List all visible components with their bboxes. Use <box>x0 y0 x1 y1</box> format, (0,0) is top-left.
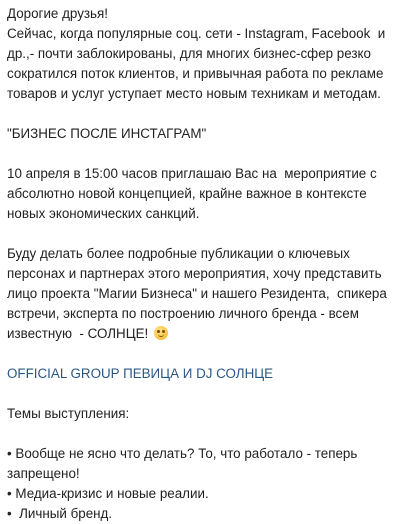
spacer <box>7 144 402 164</box>
announcement-text: Буду делать более подробные публикации о ключевых персонах и партнерах этого мероприятия, хочу представить лицо проекта "Магии Бизнеса" и нашего Резидента, спикера встречи, эксперта по построению личного бренда - всем известную - СОЛНЦЕ! <box>7 246 391 341</box>
group-link-line <box>7 364 402 384</box>
topic-item: • Вообще не ясно что делать? То, что работало - теперь запрещено! <box>7 446 362 481</box>
invitation-paragraph: 10 апреля в 15:00 часов приглашаю Вас на мероприятие с абсолютно новой концепцией, крайне важное в контексте новых экономических санкций. <box>7 166 381 221</box>
spacer <box>7 384 402 404</box>
announcement-paragraph <box>7 244 402 344</box>
smiling-face-emoji-icon <box>154 326 168 340</box>
greeting-text: Дорогие друзья! <box>7 6 108 21</box>
intro-paragraph: Сейчас, когда популярные соц. сети - Instagram, Facebook и др.,- почти заблокированы, для многих бизнес-сфер резко сократился поток клиентов, и привычная работа по рекламе товаров и услуг уступает место новым техникам и методам. <box>7 26 389 101</box>
spacer <box>7 104 402 124</box>
topics-heading: Темы выступления: <box>7 406 130 421</box>
spacer <box>7 424 402 444</box>
topic-item: • Медиа-кризис и новые реалии. <box>7 486 209 501</box>
spacer <box>7 224 402 244</box>
event-title: "БИЗНЕС ПОСЛЕ ИНСТАГРАМ" <box>7 126 207 141</box>
group-link[interactable]: OFFICIAL GROUP ПЕВИЦА И DJ СОЛНЦЕ <box>7 366 274 381</box>
post-body <box>7 4 402 524</box>
topic-item: • Личный бренд. <box>7 506 113 521</box>
spacer <box>7 344 402 364</box>
